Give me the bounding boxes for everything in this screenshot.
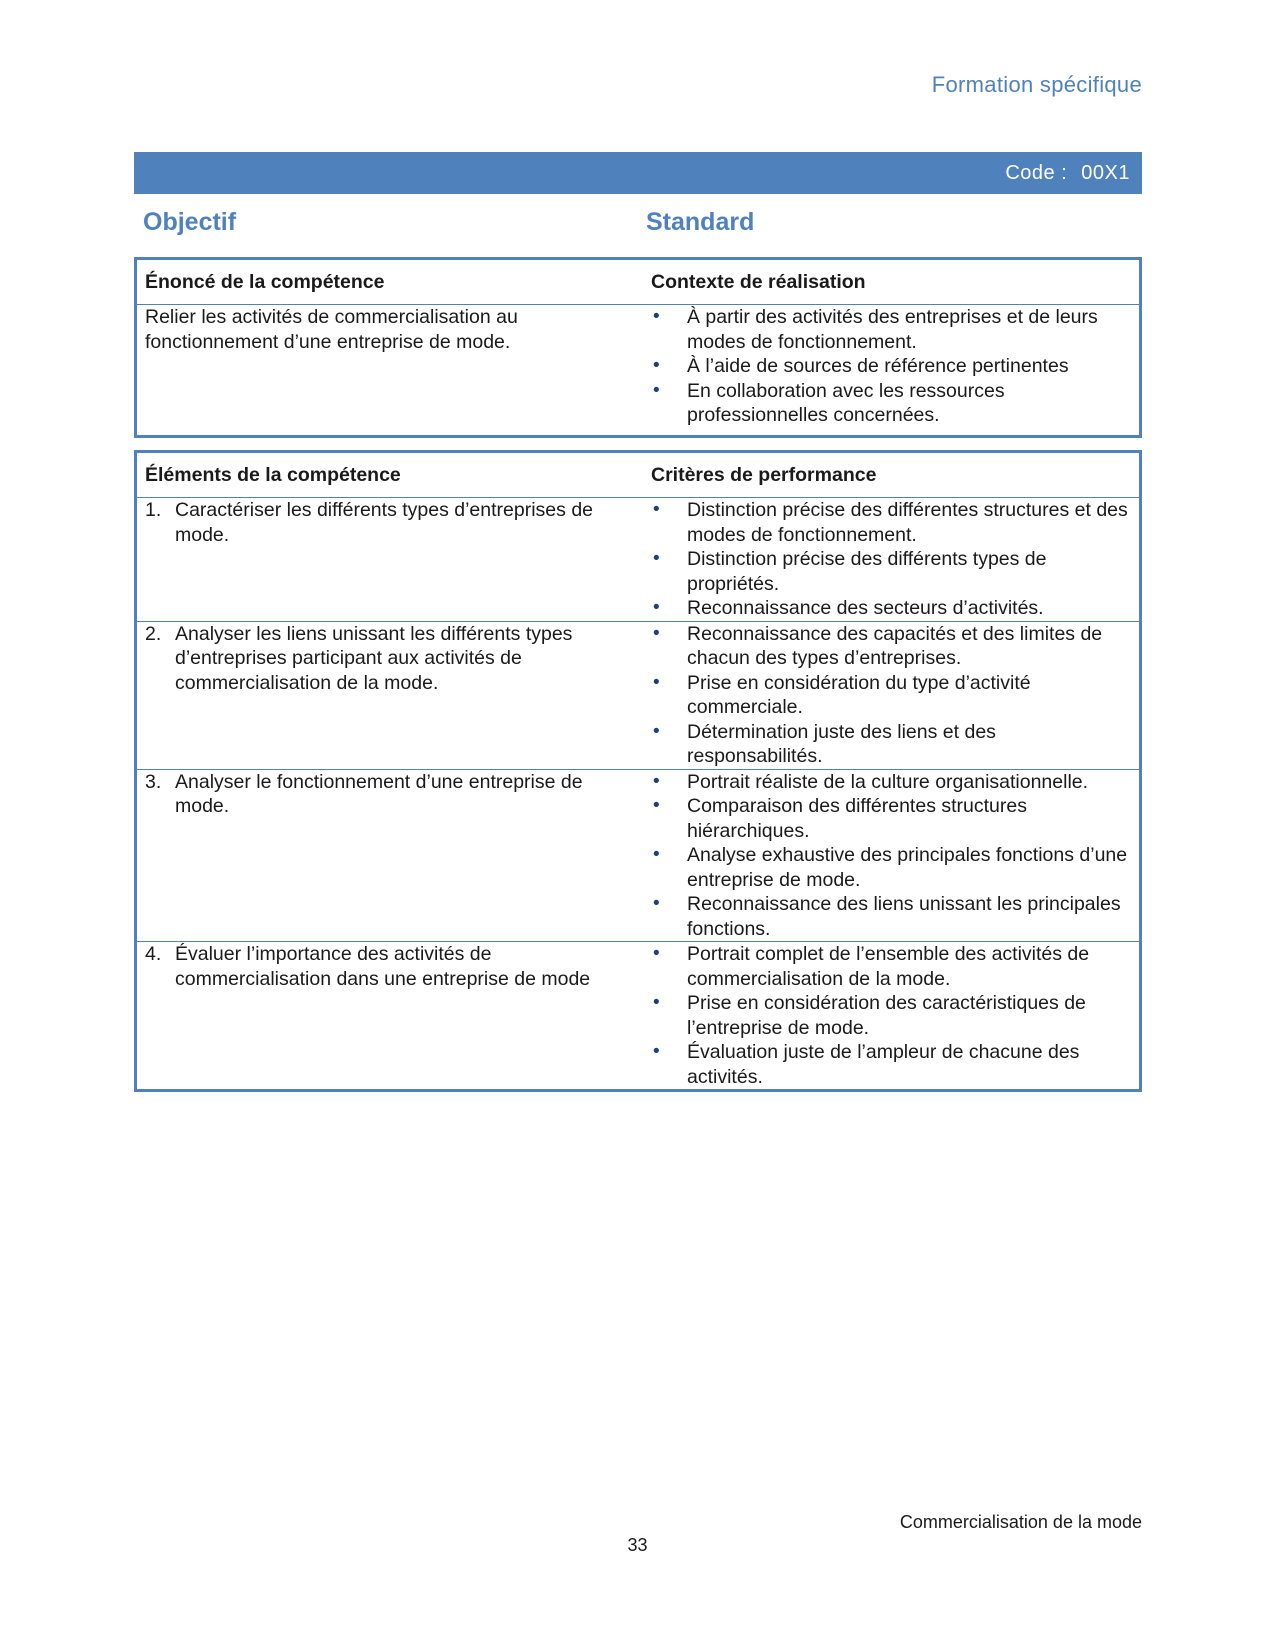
criteria-item: • Comparaison des différentes structures hiérarchiques. — [651, 794, 1133, 843]
competence-statement: Relier les activités de commercialisation au fonctionnement d’une entreprise de mode. — [145, 306, 518, 353]
statement-column-header: Énoncé de la compétence — [136, 259, 648, 305]
criteria-item: • Prise en considération des caractéristiques de l’entreprise de mode. — [651, 991, 1133, 1040]
elements-column-header: Éléments de la compétence — [136, 452, 648, 498]
criteria-item: • Portrait réaliste de la culture organisationnelle. — [651, 770, 1133, 795]
context-list — [651, 305, 1133, 428]
competence-body-row — [136, 305, 1141, 437]
element-cell — [136, 942, 648, 1091]
page-number: 33 — [627, 1535, 648, 1555]
element-number: 4. — [145, 943, 162, 965]
criteria-cell — [647, 769, 1141, 942]
context-column-header: Contexte de réalisation — [647, 259, 1141, 305]
element-number: 2. — [145, 622, 162, 645]
statement-cell — [136, 305, 648, 437]
table-row — [136, 769, 1141, 942]
criteria-item: • Portrait complet de l’ensemble des activités de commercialisation de la mode. — [651, 942, 1133, 991]
criteria-list — [651, 498, 1133, 621]
element-text: Analyser les liens unissant les différents types d’entreprises participant aux activités de commercialisation de la mode. — [175, 622, 573, 694]
table-row — [136, 498, 1141, 622]
element-number: 1. — [145, 499, 162, 521]
criteria-item: • Prise en considération du type d’activité commerciale. — [651, 671, 1133, 720]
context-item: • À partir des activités des entreprises et de leurs modes de fonctionnement. — [651, 305, 1133, 354]
criteria-list — [651, 622, 1133, 769]
criteria-cell — [647, 621, 1141, 769]
criteria-item: • Évaluation juste de l’ampleur de chacune des activités. — [651, 1040, 1133, 1089]
element-cell — [136, 498, 648, 622]
criteria-item: • Analyse exhaustive des principales fonctions d’une entreprise de mode. — [651, 843, 1133, 892]
code-value: 00X1 — [1081, 161, 1130, 184]
criteria-item: • Reconnaissance des capacités et des limites de chacun des types d’entreprises. — [651, 622, 1133, 671]
context-item: • À l’aide de sources de référence pertinentes — [651, 354, 1133, 379]
elements-table — [134, 450, 1142, 1092]
table-row — [136, 942, 1141, 1091]
element-cell — [136, 621, 648, 769]
element-number: 3. — [145, 770, 162, 793]
criteria-item: • Reconnaissance des liens unissant les principales fonctions. — [651, 892, 1133, 941]
element-text: Analyser le fonctionnement d’une entreprise de mode. — [175, 770, 583, 817]
criteria-cell — [647, 498, 1141, 622]
context-item: • En collaboration avec les ressources professionnelles concernées. — [651, 379, 1133, 428]
code-bar — [134, 152, 1142, 194]
competence-table — [134, 257, 1142, 438]
criteria-column-header: Critères de performance — [647, 452, 1141, 498]
element-cell — [136, 769, 648, 942]
criteria-item: • Détermination juste des liens et des responsabilités. — [651, 720, 1133, 769]
criteria-cell — [647, 942, 1141, 1091]
criteria-item: • Distinction précise des différents types de propriétés. — [651, 547, 1133, 596]
criteria-list — [651, 942, 1133, 1089]
element-text: Caractériser les différents types d’entreprises de mode. — [175, 499, 594, 546]
standard-heading: Standard — [646, 208, 755, 236]
criteria-item: • Distinction précise des différentes structures et des modes de fonctionnement. — [651, 498, 1133, 547]
element-text: Évaluer l’importance des activités de commercialisation dans une entreprise de mode — [175, 943, 591, 990]
footer-title: Commercialisation de la mode — [899, 1512, 1142, 1532]
objective-heading: Objectif — [143, 208, 237, 236]
elements-header-row — [136, 452, 1141, 498]
context-cell — [647, 305, 1141, 437]
running-header: Formation spécifique — [931, 72, 1142, 97]
criteria-item: • Reconnaissance des secteurs d’activités. — [651, 596, 1133, 621]
competence-header-row — [136, 259, 1141, 305]
table-row — [136, 621, 1141, 769]
criteria-list — [651, 770, 1133, 942]
code-label: Code : — [1005, 161, 1068, 184]
